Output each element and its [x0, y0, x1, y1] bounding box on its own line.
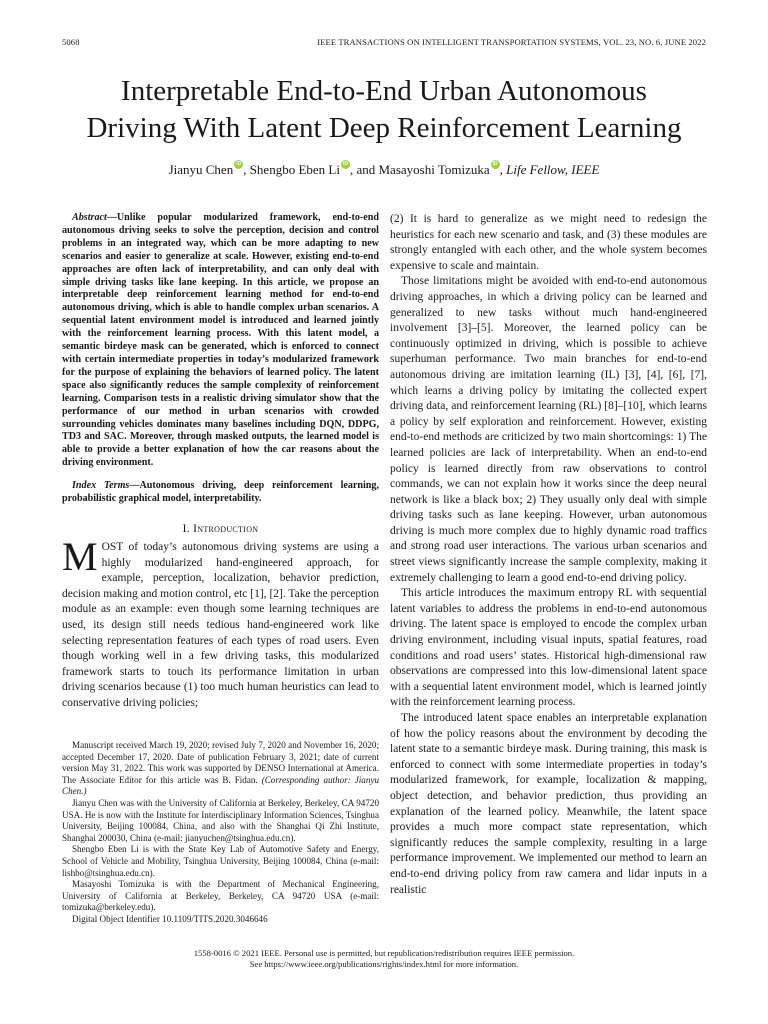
- intro-paragraph-4: The introduced latent space enables an interpretable explanation of how the policy reasons about the environment by decoding the latent state to a semantic birdeye mask. During training, this mask is enforced to connect with some intermediate properties in today’s modularized framework, for example, localization & mapping, object detection, and behavior prediction, thus providing an explanation of the learned policy. Meanwhile, the latent space provides a much more compact state representation, which significantly reduces the sample complexity, resulting in a large performance improvement. We implemented our method to learn an end-to-end driving policy from raw camera and lidar inputs in a realistic: [390, 712, 707, 896]
- footnote-author-3: Masayoshi Tomizuka is with the Department of Mechanical Engineering, University of California at Berkeley, Berkeley, CA 94720 USA (e-mail: tomizuka@berkeley.edu).: [62, 879, 379, 913]
- orcid-icon[interactable]: [491, 160, 500, 169]
- index-terms: [62, 480, 379, 506]
- abstract: [62, 212, 379, 470]
- abstract-label: Abstract: [72, 212, 107, 223]
- intro-paragraph-3: This article introduces the maximum entropy RL with sequential latent variables to address the problems in end-to-end autonomous driving. The latent space is employed to encode the complex urban driving environment, including visual inputs, spatial features, road conditions and road users’ states. Historical high-dimensional raw observations are compressed into this low-dimensional latent space with a sequential latent environment model, which is learned jointly with the reinforcement learning process.: [390, 587, 707, 709]
- orcid-icon[interactable]: [234, 160, 243, 169]
- corresponding-author-note: (Corresponding author: Jianyu Chen.): [62, 774, 379, 797]
- title-line-1: Interpretable End-to-End Urban Autonomous: [121, 75, 647, 107]
- footnote-doi: Digital Object Identifier 10.1109/TITS.2020.3046646: [72, 913, 268, 924]
- intro-paragraph-2: Those limitations might be avoided with end-to-end autonomous driving approaches, in which a driving policy can be learned and generalized to new tasks without much hand-engineered involvement [3]–[5]. Moreover, the learned policy can be continuously optimized in driving, which is possible to achieve superhuman performance. Two main branches for end-to-end autonomous driving are imitation learning (IL) [3], [4], [6], [7], which learns a driving policy by imitating the collected expert driving data, and reinforcement learning (RL) [8]–[10], which learns a policy by self exploration and reinforcement. However, existing end-to-end methods are criticized by two main shortcomings: 1) The learned policies are lack of interpretability. When an end-to-end policy is learned directly from raw observations to control commands, we can not explain how it works since the deep neural network is like a black box; 2) They usually only deal with simple driving tasks such as lane keeping. However, urban autonomous driving is much more complex due to highly dynamic road traffics and strong road user interactions. The various urban scenarios and street views significantly increase the sample complexity, making it extremely challenging to learn a good end-to-end driving policy.: [390, 275, 707, 584]
- intro-paragraph-1-continued: (2) It is hard to generalize as we might need to redesign the heuristics for each new scenario and task, and (3) these modules are strongly entangled with each other, and the whole system becomes expensive to scale and maintain.: [390, 213, 707, 272]
- section-heading-introduction: [62, 522, 379, 536]
- footnote-author-2: Shengbo Eben Li is with the State Key Lab of Automotive Safety and Energy, School of Vehicle and Mobility, Tsinghua University, Beijing 100084, China (e-mail: lishbo@tsinghua.edu.cn).: [62, 844, 379, 878]
- copyright-notice: [62, 948, 706, 970]
- footnotes: [62, 740, 379, 926]
- paper-title: [40, 73, 728, 147]
- footnote-manuscript-text: Manuscript received March 19, 2020; revised July 7, 2020 and November 16, 2020; accepted December 17, 2020. Date of publication February 3, 2021; date of current version May 31, 2022. This work was supported by DENSO International at America. The Associate Editor for this article was B. Fidan.: [62, 740, 379, 785]
- page-number: 5068: [62, 37, 80, 47]
- title-line-2: Driving With Latent Deep Reinforcement Learning: [86, 112, 682, 144]
- left-column: [62, 212, 379, 711]
- author-line: [40, 160, 728, 178]
- author-affiliation: , Life Fellow, IEEE: [499, 162, 600, 177]
- right-column: [390, 212, 707, 898]
- copyright-line-2: See https://www.ieee.org/publications/rights/index.html for more information.: [249, 959, 519, 969]
- orcid-icon[interactable]: [341, 160, 350, 169]
- author-2: , Shengbo Eben Li: [243, 162, 340, 177]
- author-3: , and Masayoshi Tomizuka: [349, 162, 490, 177]
- section-title: Introduction: [193, 522, 259, 535]
- abstract-text: —Unlike popular modularized framework, end-to-end autonomous driving seeks to solve the perception, decision and control problems in an integrated way, which can be more adapting to new scenarios and easier to generalize at scale. However, existing end-to-end approaches are often lack of interpretability, and can only deal with simple driving tasks like lane keeping. In this article, we propose an interpretable deep reinforcement learning method for end-to-end autonomous driving, which is able to handle complex urban scenarios. A sequential latent environment model is introduced and learned jointly with the reinforcement learning process. With this latent model, a semantic birdeye mask can be generated, which is enforced to connect with certain intermediate properties in today’s modularized framework for the purpose of explaining the behaviors of learned policy. The latent space also significantly reduces the sample complexity of reinforcement learning. Comparison tests in a realistic driving simulator show that the performance of our method in urban scenarios with crowded surrounding vehicles dominates many baselines including DQN, DDPG, TD3 and SAC. Moreover, through masked outputs, the learned model is able to provide a better explanation of how the car reasons about the driving environment.: [62, 212, 379, 469]
- footnote-author-1: Jianyu Chen was with the University of California at Berkeley, Berkeley, CA 94720 USA. He is now with the Institute for Interdisciplinary Information Sciences, Tsinghua University, Beijing 100084, China, and also with the Shanghai Qi Zhi Institute, Shanghai 200030, China (e-mail: jianyuchen@tsinghua.edu.cn).: [62, 797, 379, 843]
- intro-paragraph-1: [62, 533, 379, 712]
- index-terms-label: Index Terms: [72, 480, 130, 492]
- author-1: Jianyu Chen: [168, 162, 234, 177]
- journal-name: IEEE TRANSACTIONS ON INTELLIGENT TRANSPORTATION SYSTEMS, VOL. 23, NO. 6, JUNE 2022: [317, 37, 706, 47]
- footnote-manuscript: [62, 740, 379, 798]
- drop-cap: M: [62, 533, 98, 579]
- index-terms-text: —Autonomous driving, deep reinforcement learning, probabilistic graphical model, interpretability.: [62, 480, 379, 505]
- intro-paragraph-1-text: OST of today’s autonomous driving systems are using a highly modularized hand-engineered approach, for example, perception, localization, behavior prediction, decision making and motion control, etc [1], [2]. Take the perception module as an example: even though some learning techniques are used, its design still needs tedious hand-engineered work like selecting representation features of each types of road users. Even though working well in a few driving tasks, this modularized framework starts to touch its performance limitation in urban driving scenarios because (1) too much human heuristics can lead to conservative driving policies;: [62, 540, 379, 709]
- running-header: [62, 37, 706, 51]
- copyright-line-1: 1558-0016 © 2021 IEEE. Personal use is permitted, but republication/redistribution requires IEEE permission.: [193, 948, 575, 958]
- section-number: I.: [182, 522, 194, 535]
